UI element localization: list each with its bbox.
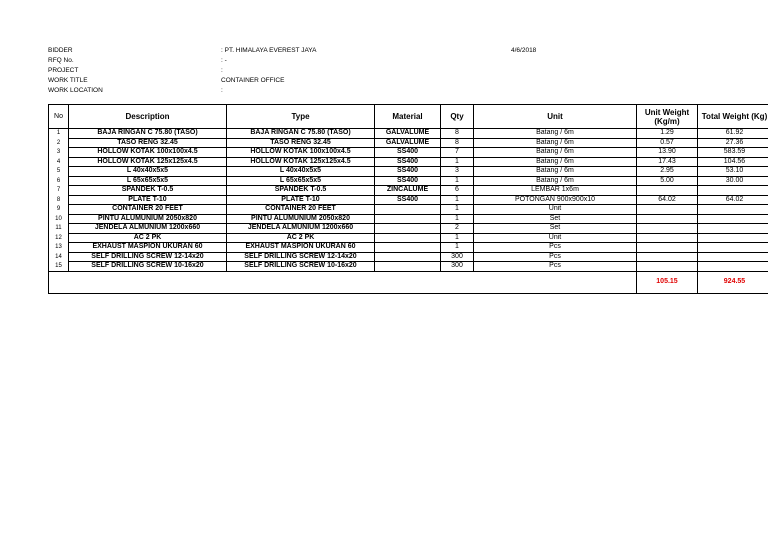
header-values — [221, 46, 317, 96]
cell-qty: 1 — [441, 243, 474, 253]
table-row — [49, 148, 768, 158]
cell-tw — [698, 262, 768, 272]
cell-no: 1 — [49, 129, 69, 139]
table-row — [49, 233, 768, 243]
cell-no: 11 — [49, 224, 69, 234]
cell-no: 7 — [49, 186, 69, 196]
cell-unit: Batang / 6m — [474, 138, 637, 148]
cell-type: BAJA RINGAN C 75.80 (TASO) — [227, 129, 375, 139]
cell-no: 15 — [49, 262, 69, 272]
cell-type: SELF DRILLING SCREW 12-14x20 — [227, 252, 375, 262]
table-row — [49, 243, 768, 253]
table-row — [49, 167, 768, 177]
cell-desc: SELF DRILLING SCREW 12-14x20 — [69, 252, 227, 262]
cell-qty: 1 — [441, 214, 474, 224]
cell-no: 5 — [49, 167, 69, 177]
cell-no: 10 — [49, 214, 69, 224]
cell-uw — [637, 243, 698, 253]
cell-qty: 8 — [441, 138, 474, 148]
cell-material: ZINCALUME — [375, 186, 441, 196]
cell-unit: Unit — [474, 233, 637, 243]
cell-uw — [637, 205, 698, 215]
cell-qty: 3 — [441, 167, 474, 177]
cell-qty: 6 — [441, 186, 474, 196]
cell-desc: TASO RENG 32.45 — [69, 138, 227, 148]
cell-qty: 1 — [441, 176, 474, 186]
table-row — [49, 214, 768, 224]
col-header-unit: Unit — [474, 105, 637, 129]
cell-type: L 65x65x5x5 — [227, 176, 375, 186]
cell-qty: 300 — [441, 262, 474, 272]
cell-no: 8 — [49, 195, 69, 205]
cell-material — [375, 224, 441, 234]
col-header-type: Type — [227, 105, 375, 129]
cell-desc: JENDELA ALMUNIUM 1200x660 — [69, 224, 227, 234]
cell-uw: 0.57 — [637, 138, 698, 148]
cell-material — [375, 262, 441, 272]
cell-unit: Set — [474, 214, 637, 224]
value-bidder: : PT. HIMALAYA EVEREST JAYA — [221, 47, 317, 54]
cell-type: SELF DRILLING SCREW 10-16x20 — [227, 262, 375, 272]
cell-unit: Batang / 6m — [474, 176, 637, 186]
cell-qty: 1 — [441, 233, 474, 243]
cell-uw: 17.43 — [637, 157, 698, 167]
cell-material — [375, 214, 441, 224]
total-weight: 924.55 — [698, 271, 768, 293]
cell-type: TASO RENG 32.45 — [227, 138, 375, 148]
cell-unit: Batang / 6m — [474, 148, 637, 158]
cell-no: 9 — [49, 205, 69, 215]
table-row — [49, 176, 768, 186]
label-rfq: RFQ No. — [48, 57, 74, 64]
cell-tw: 104.56 — [698, 157, 768, 167]
cell-uw — [637, 224, 698, 234]
cell-material — [375, 233, 441, 243]
cell-unit: Batang / 6m — [474, 157, 637, 167]
cell-qty: 1 — [441, 195, 474, 205]
cell-type: SPANDEK T-0.5 — [227, 186, 375, 196]
cell-tw — [698, 205, 768, 215]
table-row — [49, 195, 768, 205]
cell-qty: 8 — [441, 129, 474, 139]
cell-type: CONTAINER 20 FEET — [227, 205, 375, 215]
cell-qty: 1 — [441, 205, 474, 215]
cell-material: GALVALUME — [375, 138, 441, 148]
cell-no: 13 — [49, 243, 69, 253]
cell-no: 6 — [49, 176, 69, 186]
cell-tw — [698, 214, 768, 224]
cell-desc: HOLLOW KOTAK 125x125x4.5 — [69, 157, 227, 167]
cell-uw: 5.00 — [637, 176, 698, 186]
cell-no: 4 — [49, 157, 69, 167]
document-date — [511, 46, 536, 56]
cell-unit: Pcs — [474, 262, 637, 272]
col-header-qty: Qty — [441, 105, 474, 129]
cell-material — [375, 243, 441, 253]
date-text: 4/6/2018 — [511, 47, 537, 54]
cell-type: PINTU ALUMUNIUM 2050x820 — [227, 214, 375, 224]
cell-tw — [698, 186, 768, 196]
col-header-unit-weight: Unit Weight (Kg/m) — [637, 105, 698, 129]
cell-uw: 13.90 — [637, 148, 698, 158]
table-row — [49, 129, 768, 139]
col-header-description: Description — [69, 105, 227, 129]
cell-material: GALVALUME — [375, 129, 441, 139]
total-unit-weight: 105.15 — [637, 271, 698, 293]
cell-tw: 583.59 — [698, 148, 768, 158]
cell-desc: EXHAUST MASPION UKURAN 60 — [69, 243, 227, 253]
cell-type: HOLLOW KOTAK 100x100x4.5 — [227, 148, 375, 158]
table-row — [49, 157, 768, 167]
value-project: : — [221, 67, 223, 74]
cell-desc: SPANDEK T-0.5 — [69, 186, 227, 196]
cell-qty: 2 — [441, 224, 474, 234]
cell-uw: 1.29 — [637, 129, 698, 139]
cell-material: SS400 — [375, 195, 441, 205]
cell-no: 2 — [49, 138, 69, 148]
table-row — [49, 224, 768, 234]
cell-uw — [637, 214, 698, 224]
cell-desc: CONTAINER 20 FEET — [69, 205, 227, 215]
cell-desc: BAJA RINGAN C 75.80 (TASO) — [69, 129, 227, 139]
cell-desc: L 40x40x5x5 — [69, 167, 227, 177]
cell-tw — [698, 243, 768, 253]
cell-qty: 300 — [441, 252, 474, 262]
label-work-location: WORK LOCATION — [48, 87, 103, 94]
cell-uw: 64.02 — [637, 195, 698, 205]
value-rfq: : - — [221, 57, 227, 64]
cell-no: 3 — [49, 148, 69, 158]
cell-desc: L 65x65x5x5 — [69, 176, 227, 186]
cell-unit: Pcs — [474, 252, 637, 262]
cell-qty: 1 — [441, 157, 474, 167]
cell-unit: Batang / 6m — [474, 167, 637, 177]
table-row — [49, 138, 768, 148]
cell-unit: LEMBAR 1x6m — [474, 186, 637, 196]
cell-tw: 64.02 — [698, 195, 768, 205]
cell-type: AC 2 PK — [227, 233, 375, 243]
label-work-title: WORK TITLE — [48, 77, 88, 84]
cell-tw — [698, 224, 768, 234]
cell-uw — [637, 252, 698, 262]
cell-type: HOLLOW KOTAK 125x125x4.5 — [227, 157, 375, 167]
table-body — [49, 129, 768, 272]
cell-tw: 30.00 — [698, 176, 768, 186]
cell-material — [375, 205, 441, 215]
label-bidder: BIDDER — [48, 47, 73, 54]
cell-type: L 40x40x5x5 — [227, 167, 375, 177]
cell-desc: PINTU ALUMUNIUM 2050x820 — [69, 214, 227, 224]
table-row — [49, 205, 768, 215]
table-row — [49, 186, 768, 196]
bill-of-quantity-table — [48, 104, 768, 294]
col-header-total-weight: Total Weight (Kg) — [698, 105, 768, 129]
cell-uw — [637, 233, 698, 243]
cell-tw: 53.10 — [698, 167, 768, 177]
cell-uw — [637, 186, 698, 196]
cell-desc: PLATE T-10 — [69, 195, 227, 205]
cell-desc: HOLLOW KOTAK 100x100x4.5 — [69, 148, 227, 158]
col-header-material: Material — [375, 105, 441, 129]
cell-no: 12 — [49, 233, 69, 243]
cell-unit: POTONGAN 900x900x10 — [474, 195, 637, 205]
cell-tw — [698, 252, 768, 262]
value-work-location: : — [221, 87, 223, 94]
header-labels — [48, 46, 103, 96]
cell-material: SS400 — [375, 167, 441, 177]
cell-uw: 2.95 — [637, 167, 698, 177]
cell-type: EXHAUST MASPION UKURAN 60 — [227, 243, 375, 253]
table-row — [49, 252, 768, 262]
cell-material: SS400 — [375, 148, 441, 158]
cell-type: JENDELA ALMUNIUM 1200x660 — [227, 224, 375, 234]
cell-material: SS400 — [375, 176, 441, 186]
cell-unit: Unit — [474, 205, 637, 215]
cell-unit: Pcs — [474, 243, 637, 253]
cell-qty: 7 — [441, 148, 474, 158]
cell-unit: Set — [474, 224, 637, 234]
cell-tw: 61.92 — [698, 129, 768, 139]
table-header-row — [49, 105, 768, 129]
cell-tw: 27.36 — [698, 138, 768, 148]
cell-uw — [637, 262, 698, 272]
cell-tw — [698, 233, 768, 243]
cell-no: 14 — [49, 252, 69, 262]
cell-desc: AC 2 PK — [69, 233, 227, 243]
col-header-no: No — [49, 105, 69, 129]
cell-type: PLATE T-10 — [227, 195, 375, 205]
totals-blank — [49, 271, 637, 293]
value-work-title: CONTAINER OFFICE — [221, 77, 285, 84]
label-project: PROJECT — [48, 67, 79, 74]
cell-material: SS400 — [375, 157, 441, 167]
table-row — [49, 262, 768, 272]
cell-desc: SELF DRILLING SCREW 10-16x20 — [69, 262, 227, 272]
cell-unit: Batang / 6m — [474, 129, 637, 139]
totals-row — [49, 271, 768, 293]
cell-material — [375, 252, 441, 262]
